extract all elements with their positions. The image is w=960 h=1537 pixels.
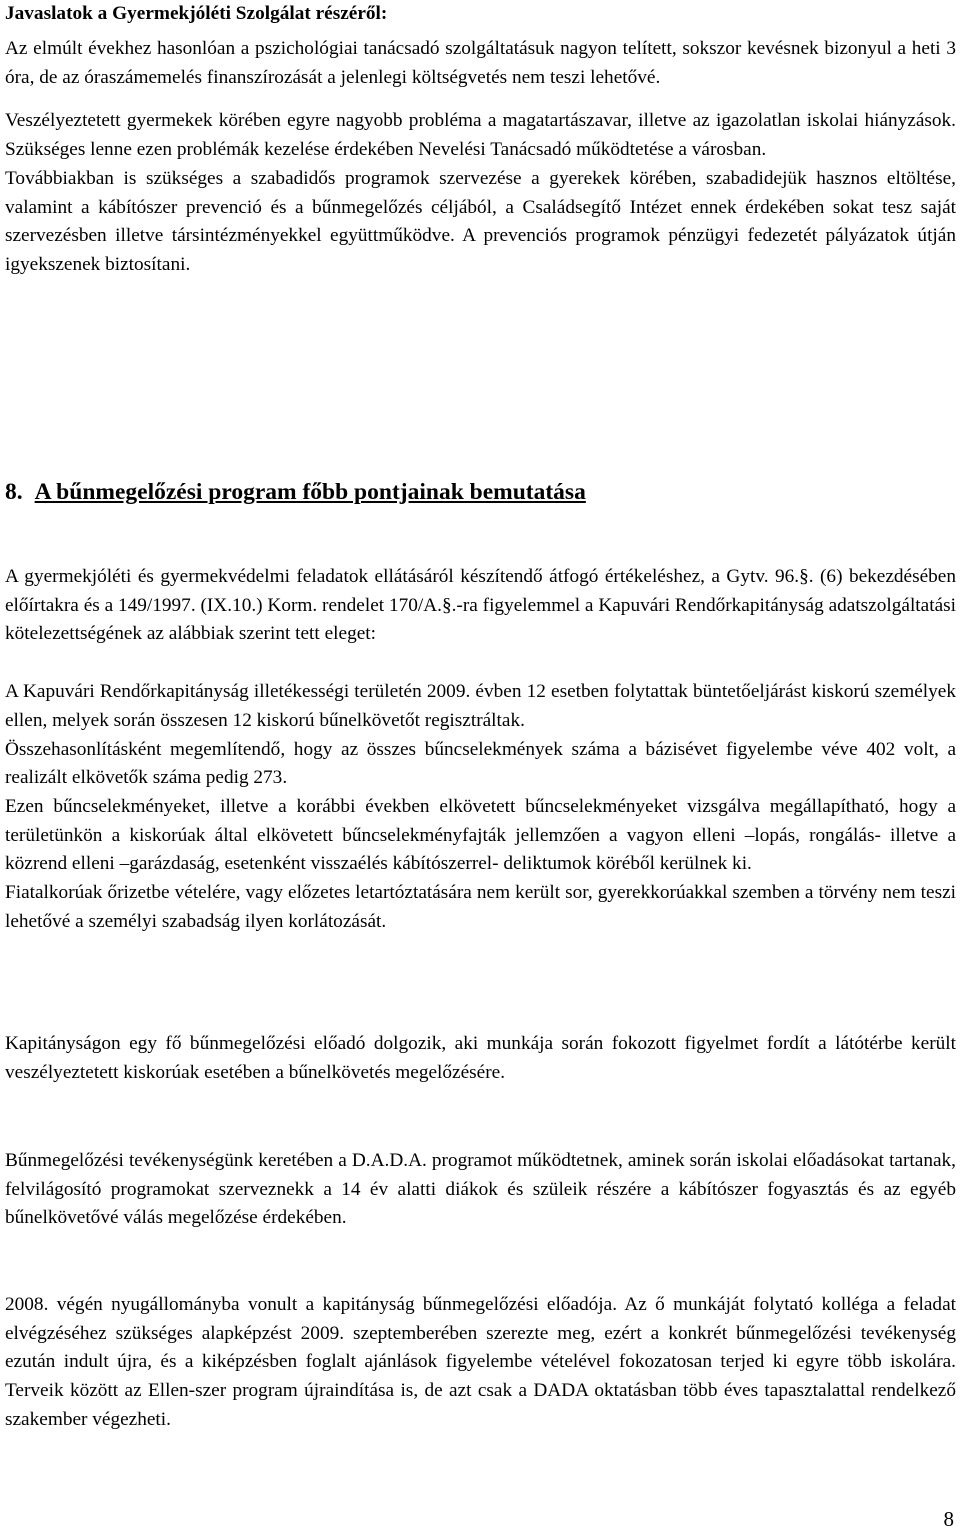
section-body-3 bbox=[5, 1147, 956, 1233]
paragraph-crime-types: Ezen bűncselekményeket, illetve a korábbi években elkövetett bűncselekményeket vizsgálva megállapítható, hogy a területünkön a kiskorúak által elkövetett bűncselekményfajták jellemzően a vagyon elleni –lopás, rongálás- illetve a közrend elleni –garázdaság, esetenként visszaélés kábítószerrel- deliktumok köréből kerülnek ki. bbox=[5, 795, 956, 875]
paragraph-gytv: A gyermekjóléti és gyermekvédelmi feladatok ellátásáról készítendő átfogó értékeléshez, a Gytv. 96.§. (6) bekezdésében előírtakra és a 149/1997. (IX.10.) Korm. rendelet 170/A.§.-ra figyelemmel a Kapuvári Rendőrkapitányság adatszolgáltatási kötelezettségének az alábbiak szerint tett eleget: bbox=[5, 566, 956, 645]
paragraph-tovabbiakban: Továbbiakban is szükséges a szabadidős programok szervezése a gyerekek körében, szabadidejük hasznos eltöltése, valamint a kábítószer prevenció és a bűnmegelőzés céljából, a Családsegítő Intézet ennek érdekében sokat tesz saját szervezésben illetve társintézményekkel együttműködve. A prevenciós programok pénzügyi fedezetét pályázatok útján igyekszenek biztosítani. bbox=[5, 167, 956, 275]
section-body bbox=[5, 563, 956, 936]
paragraph-comparison: Összehasonlításként megemlítendő, hogy az összes bűncselekmények száma a bázisévet figyelembe véve 402 volt, a realizált elkövetők száma pedig 273. bbox=[5, 738, 956, 789]
heading-bold-word: Javaslatok bbox=[5, 3, 93, 24]
section-heading bbox=[5, 477, 586, 507]
recommendations-heading bbox=[5, 0, 956, 29]
paragraph-juveniles: Fiatalkorúak őrizetbe vételére, vagy előzetes letartóztatására nem került sor, gyerekkorúakkal szemben a törvény nem teszi lehetővé a személyi szabadság ilyen korlátozását. bbox=[5, 882, 956, 932]
document-page bbox=[5, 0, 956, 1430]
section-title: A bűnmegelőzési program főbb pontjainak bemutatása bbox=[34, 479, 586, 505]
paragraph-2008: 2008. végén nyugállományba vonult a kapitányság bűnmegelőzési előadója. Az ő munkáját folytató kolléga a feladat elvégzéséhez szükséges alapképzést 2009. szeptemberében szerezte meg, ezért a konkrét bűnmegelőzési tevékenység ezután indult újra, és a kiképzésben foglalt ajánlások figyelembe vételével fokozatosan terjed ki egyre több iskolára. Terveik között az Ellen-szer program újraindítása is, de azt csak a DADA oktatásban több éves tapasztalattal rendelkező szakember végezheti. bbox=[5, 1294, 956, 1430]
section-body-2 bbox=[5, 1030, 956, 1087]
paragraph-intro: Az elmúlt évekhez hasonlóan a pszichológiai tanácsadó szolgáltatásuk nagyon telített, sokszor kevésnek bizonyul a heti 3 óra, de az óraszámemelés finanszírozását a jelenlegi költségvetés nem teszi lehetővé. bbox=[5, 38, 956, 88]
heading-rest: a Gyermekjóléti Szolgálat részéről: bbox=[92, 3, 388, 24]
paragraph-dada: Bűnmegelőzési tevékenységünk keretében a D.A.D.A. programot működtetnek, aminek során iskolai előadásokat tartanak, felvilágosító programokat szerveznekk a 14 év alatti diákok és szüleik részére a kábítószer fogyasztás és az egyéb bűnelkövetővé válás megelőzése érdekében. bbox=[5, 1150, 956, 1229]
page-number: 8 bbox=[943, 1507, 954, 1531]
paragraph-veszelyeztetett: Veszélyeztetett gyermekek körében egyre nagyobb probléma a magatartászavar, illetve az igazolatlan iskolai hiányzások. Szükséges lenne ezen problémák kezelése érdekében Nevelési Tanácsadó működtetése a városban. bbox=[5, 110, 956, 161]
section-number: 8. bbox=[5, 479, 23, 505]
paragraph-kapuvar-stats: A Kapuvári Rendőrkapitányság illetékességi területén 2009. évben 12 esetben folytattak büntetőeljárást kiskorú személyek ellen, melyek során összesen 12 kiskorú bűnelkövetőt regisztráltak. bbox=[5, 681, 956, 731]
paragraph-prevention-officer: Kapitányságon egy fő bűnmegelőzési előadó dolgozik, aki munkája során fokozott figyelmet fordít a látótérbe került veszélyeztetett kiskorúak esetében a bűnelkövetés megelőzésére. bbox=[5, 1033, 956, 1083]
section-body-4 bbox=[5, 1291, 956, 1435]
